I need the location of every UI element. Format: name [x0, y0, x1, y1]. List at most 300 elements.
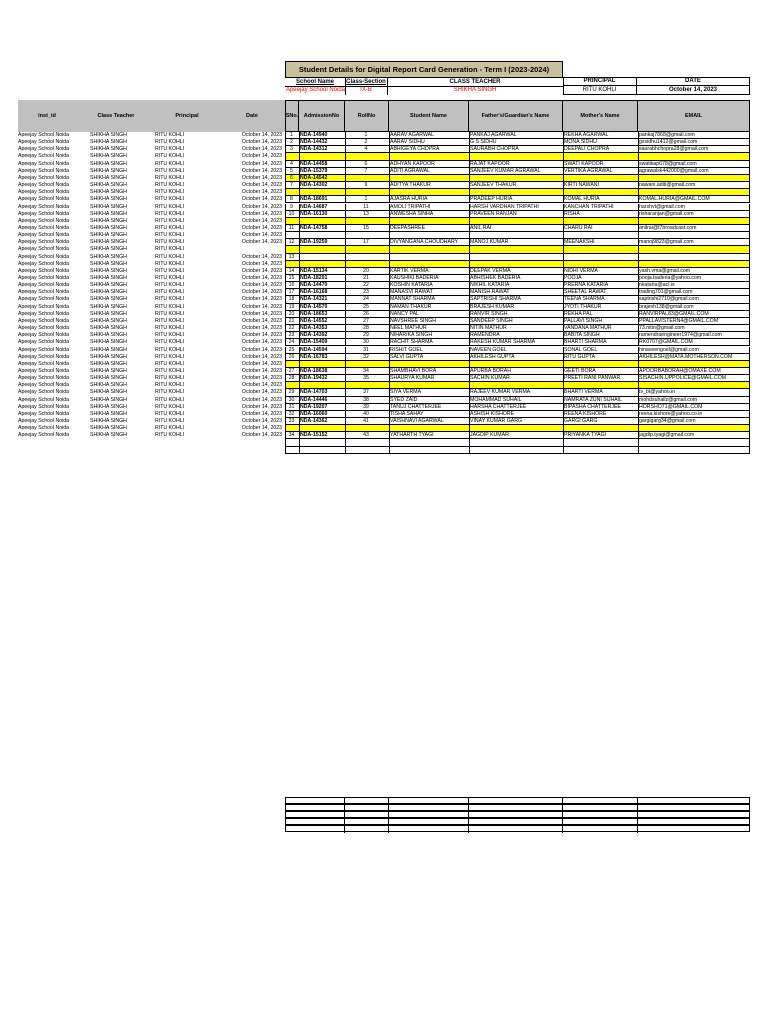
cell-rollno: 27	[363, 317, 369, 324]
cell-email: saptrishi2710@gmail.com	[639, 296, 699, 303]
cell-inst-id: Apeejay School Noida	[18, 167, 70, 174]
cell-student-name	[390, 218, 468, 225]
col-header-date: Date	[222, 100, 282, 132]
cell-class-teacher: SHIKHA SINGH	[90, 189, 127, 196]
cell-email: reena.kishore@yahoo.co.in	[639, 410, 703, 417]
cell-sno: 33	[288, 418, 295, 424]
cell-inst-id: Apeejay School Noida	[18, 232, 70, 239]
cell-date: October 14, 2023	[241, 317, 282, 324]
cell-rollno: 13	[363, 210, 369, 217]
cell-inst-id: Apeejay School Noida	[18, 153, 70, 160]
cell-principal: RITU KOHLI	[155, 325, 185, 332]
cell-sno: 1	[290, 132, 293, 138]
class-section-label: Class-Section	[346, 79, 386, 85]
cell-rollno	[344, 361, 388, 368]
cell-principal: RITU KOHLI	[155, 232, 185, 239]
cell-email: jagdip.tyagi@gmail.com	[639, 432, 695, 439]
cell-father-name	[470, 361, 562, 368]
cell-father-name	[470, 425, 562, 432]
cell-class-teacher: SHIKHA SINGH	[90, 132, 127, 138]
cell-email: nawani.aditi@gmail.com	[639, 182, 696, 189]
cell-inst-id: Apeejay School Noida	[18, 174, 70, 181]
cell-student-name	[390, 189, 468, 196]
cell-class-teacher: SHIKHA SINGH	[90, 396, 127, 403]
cell-rollno	[344, 232, 388, 239]
cell-mother-name	[564, 361, 637, 368]
cell-email: manoj9823@gmail.com	[639, 239, 694, 246]
cell-rollno: 31	[363, 346, 369, 353]
cell-father-name: AKHILESH GUPTA	[470, 353, 515, 360]
cell-admission: NDA-14446	[300, 396, 328, 403]
cell-admission: NDA-14392	[300, 332, 328, 339]
cell-father-name: MANISH RAWAT	[470, 289, 510, 296]
cell-admission: NDA-16060	[300, 410, 328, 417]
cell-mother-name: POOJA	[564, 275, 582, 281]
cell-mother-name: RISHA	[564, 210, 580, 217]
cell-class-teacher: SHIKHA SINGH	[90, 432, 127, 439]
cell-inst-id: Apeejay School Noida	[18, 289, 70, 296]
cell-rollno: 34	[363, 367, 369, 374]
cell-date: October 14, 2023	[241, 289, 282, 296]
cell-email	[639, 439, 750, 446]
col-header-class-teacher: Class Teacher	[82, 100, 150, 132]
cell-sno: 14	[288, 267, 295, 274]
cell-mother-name: GARGI GARG	[564, 418, 598, 424]
cell-admission: NDA-14458	[300, 160, 328, 167]
cell-admission: NDA-14940	[300, 132, 328, 138]
cell-principal: RITU KOHLI	[155, 332, 185, 339]
cell-student-name: NAVSHREE SINGH	[390, 317, 437, 324]
cell-rollno: 37	[363, 389, 369, 396]
empty-row	[285, 825, 750, 832]
cell-sno: 11	[288, 224, 295, 231]
class-section-value: IX-B	[360, 87, 372, 93]
cell-rollno	[344, 254, 388, 261]
cell-email: risharanjan@gmail.com	[639, 210, 694, 217]
cell-date: October 14, 2023	[241, 253, 282, 260]
cell-student-name: AMOLI TRIPATHI	[390, 203, 431, 210]
cell-email: mohdsuhailz@gmail.com	[639, 396, 698, 403]
cell-mother-name: BABITA SINGH	[564, 332, 600, 339]
cell-inst-id: Apeejay School Noida	[18, 389, 70, 396]
cell-sno: 24	[288, 339, 295, 346]
cell-class-teacher: SHIKHA SINGH	[90, 367, 127, 374]
cell-inst-id: Apeejay School Noida	[18, 375, 70, 382]
table-row	[18, 432, 750, 439]
cell-principal: RITU KOHLI	[155, 275, 185, 281]
table-row	[18, 332, 750, 339]
cell-admission	[300, 246, 344, 253]
cell-email: brajesh138@gmail.com	[639, 303, 694, 310]
cell-email: ramendraengineer1974@gmail.com	[639, 332, 722, 339]
cell-father-name: DEEPAK VERMA	[470, 267, 511, 274]
cell-email	[639, 218, 750, 225]
table-row	[18, 268, 750, 275]
cell-principal: RITU KOHLI	[155, 132, 185, 138]
cell-date: October 14, 2023	[241, 267, 282, 274]
table-row	[18, 132, 750, 139]
cell-rollno: 1	[364, 196, 368, 203]
table-row	[18, 339, 750, 346]
cell-date: October 14, 2023	[241, 353, 282, 360]
table-row	[18, 439, 750, 446]
cell-sno: 6	[290, 174, 293, 181]
cell-date: October 14, 2023	[241, 275, 282, 281]
cell-email	[639, 447, 750, 454]
right-header-band	[285, 100, 750, 132]
cell-father-name: ASHISH KISHORE	[470, 410, 515, 417]
cell-mother-name: RITU GUPTA	[564, 353, 596, 360]
cell-rollno: 43	[363, 432, 369, 439]
cell-inst-id	[18, 439, 82, 446]
cell-sno: 21	[288, 317, 295, 324]
cell-email: APOORBABORAH@OMAXE.COM	[639, 367, 721, 374]
cell-rollno: 21	[363, 275, 369, 281]
cell-sno: 15	[288, 275, 295, 281]
cell-mother-name	[564, 382, 637, 389]
cell-sno: 9	[290, 203, 293, 210]
cell-father-name: HARSH VARDHAN TRIPATHI	[470, 203, 539, 210]
table-row	[18, 347, 750, 354]
cell-class-teacher: SHIKHA SINGH	[90, 146, 127, 153]
cell-sno: 2	[290, 139, 293, 146]
cell-sno	[285, 246, 298, 253]
cell-email: pankaj7868@gmail.com	[639, 132, 695, 138]
cell-student-name: AARAV AGARWAL	[390, 132, 435, 138]
cell-father-name	[470, 261, 562, 268]
cell-class-teacher: SHIKHA SINGH	[90, 232, 127, 239]
cell-class-teacher: SHIKHA SINGH	[90, 139, 127, 146]
cell-inst-id: Apeejay School Noida	[18, 310, 70, 317]
cell-admission: NDA-14687	[300, 203, 328, 210]
cell-student-name: ANWESHA SINHA	[390, 210, 434, 217]
cell-admission: NDA-14302	[300, 182, 328, 189]
cell-rollno: 25	[363, 303, 369, 310]
cell-student-name: MANNAT SHARMA	[390, 296, 436, 303]
cell-admission	[300, 261, 344, 268]
cell-email	[639, 246, 750, 253]
empty-row	[285, 804, 750, 811]
table-row	[18, 204, 750, 211]
cell-inst-id: Apeejay School Noida	[18, 267, 70, 274]
cell-admission	[300, 189, 344, 196]
cell-email: hinaveengoel@gmail.com	[639, 346, 699, 353]
cell-email: swatikap678@gmail.com	[639, 160, 697, 167]
cell-sno: 23	[288, 332, 295, 339]
cell-inst-id: Apeejay School Noida	[18, 260, 70, 267]
cell-principal: RITU KOHLI	[155, 267, 185, 274]
cell-class-teacher: SHIKHA SINGH	[90, 196, 127, 203]
cell-principal	[155, 439, 215, 446]
cell-admission: NDA-14542	[300, 174, 328, 181]
cell-class-teacher	[90, 439, 152, 446]
cell-admission: NDA-15134	[300, 267, 328, 274]
cell-rollno: 39	[363, 403, 369, 410]
cell-sno: 7	[290, 182, 293, 189]
cell-inst-id: Apeejay School Noida	[18, 203, 70, 210]
cell-father-name	[470, 447, 562, 454]
cell-email	[639, 261, 750, 268]
cell-father-name: MANOJ KUMAR	[470, 239, 509, 246]
cell-date: October 14, 2023	[241, 189, 282, 196]
cell-email: HORSHO71@GMAIL.COM	[639, 403, 703, 410]
cell-sno	[285, 218, 298, 225]
cell-email	[639, 361, 750, 368]
cell-date: October 14, 2023	[241, 360, 282, 367]
cell-sno	[285, 361, 298, 368]
cell-student-name	[390, 254, 468, 261]
cell-admission: NDA-19432	[300, 375, 328, 382]
cell-class-teacher: SHIKHA SINGH	[90, 239, 127, 246]
cell-principal: RITU KOHLI	[155, 375, 185, 382]
cell-date: October 14, 2023	[241, 325, 282, 332]
table-row	[18, 397, 750, 404]
cell-class-teacher: SHIKHA SINGH	[90, 224, 127, 231]
col-header-admission: AdmissionNo	[299, 101, 345, 131]
col-header-father: Father's/Guardian's Name	[469, 101, 563, 131]
cell-sno: 4	[290, 160, 293, 167]
cell-principal: RITU KOHLI	[155, 418, 185, 424]
cell-student-name: NANCY PAL	[390, 310, 419, 317]
cell-student-name	[390, 425, 468, 432]
empty-lower-table	[285, 797, 750, 833]
cell-date: October 14, 2023	[241, 132, 282, 138]
cell-rollno: 7	[364, 167, 368, 174]
cell-student-name	[390, 382, 468, 389]
cell-admission	[300, 153, 344, 160]
cell-admission: NDA-14570	[300, 303, 328, 310]
cell-inst-id: Apeejay School Noida	[18, 410, 70, 417]
cell-father-name	[470, 153, 562, 160]
cell-sno	[285, 425, 298, 432]
cell-mother-name: PALLAVI SINGH	[564, 317, 603, 324]
cell-principal: RITU KOHLI	[155, 403, 185, 410]
cell-email: nkataria@acl.is	[639, 282, 675, 289]
cell-email: gssidhu1412@gmail.com	[639, 139, 698, 146]
cell-father-name: SAURABH CHOPRA	[470, 146, 519, 153]
cell-inst-id: Apeejay School Noida	[18, 353, 70, 360]
cell-rollno: 38	[363, 396, 369, 403]
cell-mother-name: PRIYANKA TYAGI	[564, 432, 607, 439]
cell-student-name: RISHIT GOEL	[390, 346, 423, 353]
cell-father-name: NITIN MATHUR	[470, 325, 507, 332]
cell-date: October 14, 2023	[241, 232, 282, 239]
cell-principal: RITU KOHLI	[155, 146, 185, 153]
cell-rollno	[344, 261, 388, 268]
cell-sno: 29	[288, 389, 295, 396]
cell-rollno	[344, 189, 388, 196]
cell-student-name	[390, 153, 468, 160]
cell-principal: RITU KOHLI	[155, 160, 185, 167]
cell-inst-id: Apeejay School Noida	[18, 418, 70, 424]
cell-mother-name: MONA SIDHU	[564, 139, 597, 146]
cell-sno: 20	[288, 310, 295, 317]
cell-mother-name: VERTIKA AGRAWAL	[564, 167, 613, 174]
cell-inst-id: Apeejay School Noida	[18, 139, 70, 146]
table-row	[18, 382, 750, 389]
cell-email: KOMAL.HURIA@GMAIL.COM	[639, 196, 710, 203]
cell-class-teacher: SHIKHA SINGH	[90, 182, 127, 189]
cell-date: October 14, 2023	[241, 174, 282, 181]
cell-student-name: SIYA VERMA	[390, 389, 422, 396]
cell-sno: 25	[288, 346, 295, 353]
cell-inst-id: Apeejay School Noida	[18, 317, 70, 324]
cell-class-teacher: SHIKHA SINGH	[90, 360, 127, 367]
cell-date: October 14, 2023	[241, 196, 282, 203]
cell-principal: RITU KOHLI	[155, 382, 185, 389]
cell-mother-name: SWATI KAPOOR	[564, 160, 604, 167]
cell-class-teacher: SHIKHA SINGH	[90, 167, 127, 174]
cell-inst-id: Apeejay School Noida	[18, 146, 70, 153]
table-row	[18, 296, 750, 303]
table-row	[18, 161, 750, 168]
cell-class-teacher: SHIKHA SINGH	[90, 353, 127, 360]
cell-inst-id: Apeejay School Noida	[18, 224, 70, 231]
cell-mother-name	[564, 261, 637, 268]
cell-email: AKHILESH@MATA.MOTHERSON.COM	[639, 353, 733, 360]
cell-rollno: 20	[363, 267, 369, 274]
empty-row	[285, 797, 750, 804]
cell-student-name: SHAMBHAVI BORA	[390, 367, 437, 374]
cell-mother-name	[564, 254, 637, 261]
cell-inst-id: Apeejay School Noida	[18, 210, 70, 217]
cell-sno: 22	[288, 325, 295, 332]
cell-father-name: NAVEEN GOEL	[470, 346, 507, 353]
cell-date: October 14, 2023	[241, 153, 282, 160]
cell-father-name: SANJEEV THAKUR	[470, 182, 517, 189]
cell-rollno: 32	[363, 353, 369, 360]
cell-principal: RITU KOHLI	[155, 210, 185, 217]
cell-email	[639, 153, 750, 160]
cell-inst-id: Apeejay School Noida	[18, 432, 70, 439]
cell-mother-name: NAMRATA ZUNI SUHAIL	[564, 396, 623, 403]
cell-date: October 14, 2023	[241, 260, 282, 267]
cell-mother-name: GEETI BORA	[564, 367, 596, 374]
table-row	[18, 261, 750, 268]
cell-father-name: RANVIR SINGH	[470, 310, 508, 317]
cell-father-name: SANJEEV KUMAR AGRAWAL	[470, 167, 541, 174]
cell-admission: NDA-16783	[300, 353, 328, 360]
school-name-label: School Name	[295, 79, 334, 85]
cell-student-name: RACHIT SHARMA	[390, 339, 433, 346]
cell-mother-name: REKHA AGARWAL	[564, 132, 609, 138]
cell-student-name: SALVI GUPTA	[390, 353, 424, 360]
cell-sno: 19	[288, 303, 295, 310]
table-row	[18, 275, 750, 282]
cell-sno	[285, 153, 298, 160]
cell-student-name: TANUJ CHATTERJEE	[390, 403, 442, 410]
table-row	[18, 325, 750, 332]
cell-date: October 14, 2023	[241, 346, 282, 353]
cell-inst-id: Apeejay School Noida	[18, 132, 70, 138]
cell-date	[218, 246, 282, 253]
cell-student-name: ADITYA THAKUR	[390, 182, 431, 189]
cell-date: October 14, 2023	[241, 210, 282, 217]
cell-father-name	[470, 189, 562, 196]
cell-father-name: VINAY KUMAR GARG	[470, 418, 522, 424]
cell-rollno	[344, 425, 388, 432]
cell-sno: 26	[288, 353, 295, 360]
cell-student-name: DIVYANGANA CHOUDHARY	[390, 239, 459, 246]
table-row	[18, 389, 750, 396]
cell-inst-id: Apeejay School Noida	[18, 403, 70, 410]
cell-email: pooja.baderia@yahoo.com	[639, 275, 702, 281]
cell-student-name: ABHIGEYA CHOPRA	[390, 146, 440, 153]
cell-class-teacher: SHIKHA SINGH	[90, 310, 127, 317]
cell-principal: RITU KOHLI	[155, 289, 185, 296]
cell-father-name: RAKESH KUMAR SHARMA	[470, 339, 536, 346]
cell-student-name: NIHARIKA SINGH	[390, 332, 433, 339]
cell-email: anilrai@f7broadcast.com	[639, 224, 697, 231]
cell-email	[639, 175, 750, 182]
cell-email: trading701@gmail.com	[639, 289, 693, 296]
cell-student-name	[390, 447, 468, 454]
cell-student-name: SYED ZAID	[390, 396, 418, 403]
principal-date-block	[563, 77, 750, 95]
cell-inst-id: Apeejay School Noida	[18, 382, 70, 389]
cell-father-name: G S SIDHU	[470, 139, 497, 146]
cell-principal: RITU KOHLI	[155, 203, 185, 210]
cell-student-name	[390, 232, 468, 239]
cell-admission: NDA-14312	[300, 146, 328, 153]
cell-admission: NDA-14703	[300, 389, 328, 396]
table-row	[18, 175, 750, 182]
cell-principal: RITU KOHLI	[155, 217, 185, 224]
cell-student-name: ADHYAN KAPOOR	[390, 160, 435, 167]
table-row	[18, 254, 750, 261]
cell-class-teacher: SHIKHA SINGH	[90, 382, 127, 389]
cell-father-name	[470, 254, 562, 261]
cell-class-teacher: SHIKHA SINGH	[90, 217, 127, 224]
cell-sno: 27	[288, 367, 295, 374]
cell-date: October 14, 2023	[241, 425, 282, 432]
cell-mother-name	[564, 447, 637, 454]
cell-admission: NDA-14470	[300, 282, 328, 289]
cell-inst-id: Apeejay School Noida	[18, 360, 70, 367]
col-header-inst-id: inst_id	[18, 100, 76, 132]
cell-class-teacher: SHIKHA SINGH	[90, 389, 127, 396]
cell-father-name: ANIL RAI	[470, 224, 492, 231]
cell-inst-id: Apeejay School Noida	[18, 396, 70, 403]
class-teacher-label: CLASS TEACHER	[449, 79, 501, 85]
cell-rollno: 22	[363, 282, 369, 289]
cell-rollno: 26	[363, 310, 369, 317]
cell-inst-id: Apeejay School Noida	[18, 282, 70, 289]
col-header-mother: Mother's Name	[563, 101, 638, 131]
table-row	[18, 239, 750, 246]
cell-inst-id: Apeejay School Noida	[18, 325, 70, 332]
cell-date: October 14, 2023	[241, 160, 282, 167]
cell-mother-name: KIRTI NAWANI	[564, 182, 599, 189]
table-row	[18, 354, 750, 361]
cell-father-name: RAMENDRA	[470, 332, 500, 339]
cell-mother-name: PREETI RANI PANWAR	[564, 375, 621, 382]
cell-student-name: VAISHNAVI AGARWAL	[390, 418, 444, 424]
col-header-rollno: RollNo	[345, 101, 389, 131]
report-title-block	[285, 61, 563, 95]
cell-class-teacher: SHIKHA SINGH	[90, 289, 127, 296]
cell-class-teacher: SHIKHA SINGH	[90, 282, 127, 289]
table-row	[18, 146, 750, 153]
cell-class-teacher: SHIKHA SINGH	[90, 267, 127, 274]
cell-email: 73.nitin@gmail.com	[639, 325, 685, 332]
cell-principal: RITU KOHLI	[155, 339, 185, 346]
cell-date	[218, 447, 282, 454]
cell-sno: 31	[288, 403, 295, 410]
cell-date: October 14, 2023	[241, 339, 282, 346]
table-row	[18, 189, 750, 196]
cell-email: gargigarg34@gmail.com	[639, 418, 696, 424]
